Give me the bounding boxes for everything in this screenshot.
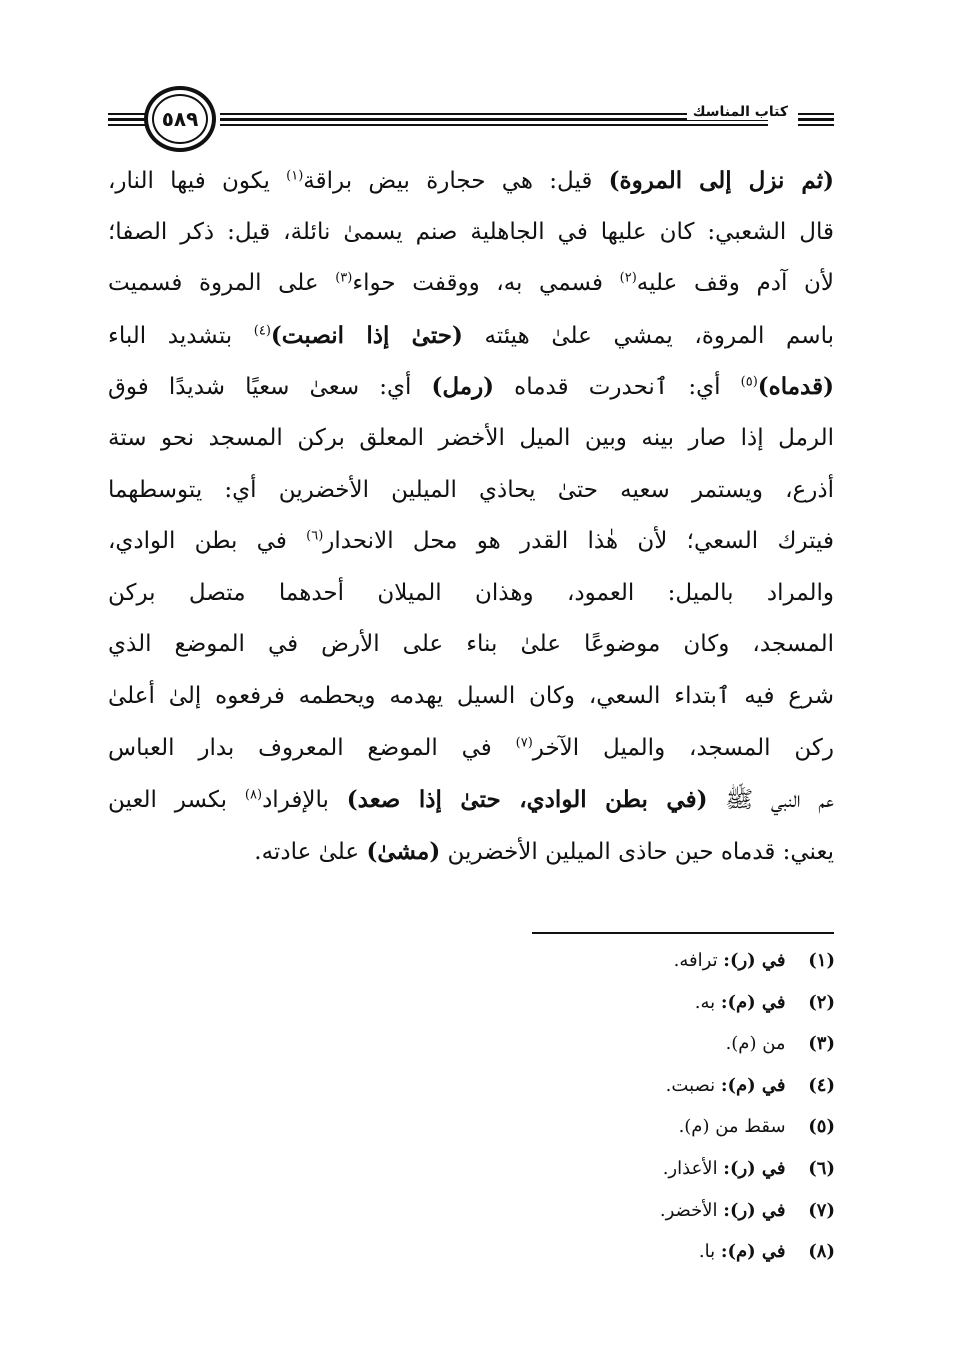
- matn-text: (ثم نزل إلى المروة): [608, 167, 834, 194]
- footnote-number: (٢): [808, 991, 835, 1013]
- page-number: ٥٨٩: [152, 94, 208, 144]
- footnote: [660, 1065, 835, 1107]
- footnote-ref: (٧): [515, 734, 533, 750]
- matn-text: (رمل): [431, 373, 495, 401]
- footnote-separator: [532, 932, 834, 934]
- footnote-text: الأعذار.: [662, 1157, 724, 1179]
- commentary-text: باسم المروة، يمشي علىٰ هيئته: [462, 322, 834, 349]
- commentary-text: المسجد، وكان موضوعًا علىٰ بناء على الأرض في الموضع الذي: [108, 631, 834, 658]
- commentary-text: قيل: هي حجارة بيض براقة: [303, 168, 609, 194]
- commentary-text: بكسر العين: [108, 787, 245, 814]
- footnote: [660, 1023, 835, 1065]
- text-line: [108, 826, 834, 878]
- footnote-ref: (٦): [306, 528, 324, 544]
- footnote-source: في (م):: [720, 1241, 786, 1263]
- footnote-source: في (م):: [720, 1074, 786, 1096]
- header-rule: [798, 124, 834, 126]
- footnote: [660, 1190, 835, 1232]
- matn-text: (قدماه): [757, 373, 834, 401]
- text-line: [108, 619, 834, 671]
- page-header: [108, 84, 834, 154]
- commentary-text: أذرع، ويستمر سعيه حتىٰ يحاذي الميلين الأخضرين أي: يتوسطهما: [108, 476, 834, 503]
- commentary-text: في الموضع المعروف بدار العباس: [108, 734, 516, 761]
- footnote: [660, 1148, 835, 1190]
- footnote-text: ترافه.: [673, 950, 724, 971]
- commentary-text: عم النبي ﷺ: [707, 787, 834, 814]
- footnote-ref: (٥): [740, 374, 758, 390]
- text-line: [108, 413, 834, 465]
- text-line: [108, 723, 834, 775]
- commentary-text: في بطن الوادي،: [108, 528, 307, 555]
- footnote-ref: (٢): [619, 270, 637, 286]
- footnote-number: (٧): [808, 1199, 835, 1221]
- footnote-text: سقط من (م).: [678, 1116, 786, 1138]
- text-line: [108, 207, 834, 259]
- commentary-text: والمراد بالميل: العمود، وهذان الميلان أحدهما متصل بركن: [108, 579, 834, 606]
- footnote-number: (٨): [808, 1241, 835, 1263]
- commentary-text: على المروة فسميت: [108, 270, 336, 297]
- header-rule: [220, 124, 768, 126]
- header-rule: [798, 118, 834, 121]
- footnote: [660, 1231, 835, 1273]
- text-line: [108, 774, 834, 826]
- commentary-text: أي: ٱنحدرت قدماه: [494, 374, 741, 401]
- footnote-text: الأخضر.: [659, 1199, 724, 1221]
- text-line: [108, 516, 834, 568]
- footnote-ref: (٤): [253, 323, 271, 339]
- text-line: [108, 361, 834, 413]
- running-title: كتاب المناسك: [687, 104, 794, 120]
- page-number-badge: [144, 86, 216, 152]
- commentary-text: شرع فيه ٱبتداء السعي، وكان السيل يهدمه ويحطمه فرفعوه إلىٰ أعلىٰ: [108, 682, 834, 709]
- commentary-text: قال الشعبي: كان عليها في الجاهلية صنم يسمىٰ نائلة، قيل: ذكر الصفا؛: [108, 218, 834, 245]
- footnote-source: في (ر):: [723, 1199, 786, 1221]
- footnote-source: في (م):: [720, 991, 786, 1013]
- footnote-text: به.: [694, 991, 721, 1013]
- text-line: [108, 465, 834, 517]
- footnote-ref: (٣): [335, 270, 353, 286]
- footnote: [660, 940, 835, 982]
- commentary-text: بتشديد الباء: [108, 322, 254, 349]
- commentary-text: الرمل إذا صار بينه وبين الميل الأخضر المعلق بركن المسجد نحو ستة: [108, 424, 834, 451]
- footnote-ref: (٨): [244, 787, 263, 803]
- footnote: [660, 982, 835, 1024]
- matn-text: (مشىٰ): [366, 837, 441, 865]
- commentary-text: لأن آدم وقف عليه: [636, 270, 834, 297]
- footnote-text: من (م).: [725, 1033, 786, 1055]
- commentary-text: يعني: قدماه حين حاذى الميلين الأخضرين: [440, 838, 834, 865]
- header-rule: [798, 113, 834, 115]
- footnote: [660, 1106, 835, 1148]
- footnote-number: (١): [808, 950, 835, 971]
- commentary-text: بالإفراد: [262, 787, 347, 814]
- matn-text: (حتىٰ إذا انصبت): [270, 321, 463, 349]
- commentary-text: يكون فيها النار،: [108, 168, 287, 194]
- footnote-number: (٣): [808, 1033, 835, 1055]
- footnote-source: في (ر):: [723, 950, 786, 971]
- text-line: [108, 568, 834, 620]
- footnotes: [660, 940, 835, 1273]
- text-line: [108, 258, 834, 310]
- text-line: [108, 671, 834, 723]
- commentary-text: علىٰ عادته.: [254, 838, 367, 865]
- footnote-ref: (١): [286, 168, 304, 184]
- footnote-number: (٥): [808, 1116, 835, 1138]
- commentary-text: فيترك السعي؛ لأن هٰذا القدر هو محل الانحدار: [323, 528, 834, 555]
- footnote-number: (٤): [808, 1074, 835, 1096]
- commentary-text: ركن المسجد، والميل الآخر: [532, 734, 834, 761]
- commentary-text: أي: سعىٰ سعيًا شديدًا فوق: [108, 374, 432, 401]
- text-line: [108, 310, 834, 362]
- text-line: [108, 155, 834, 207]
- footnote-number: (٦): [808, 1157, 835, 1179]
- matn-text: (في بطن الوادي، حتىٰ إذا صعد): [346, 786, 708, 814]
- main-text: [108, 155, 834, 877]
- footnote-text: با.: [698, 1241, 721, 1263]
- footnote-text: نصبت.: [665, 1074, 721, 1096]
- footnote-source: في (ر):: [723, 1157, 786, 1179]
- commentary-text: فسمي به، ووقفت حواء: [352, 270, 620, 297]
